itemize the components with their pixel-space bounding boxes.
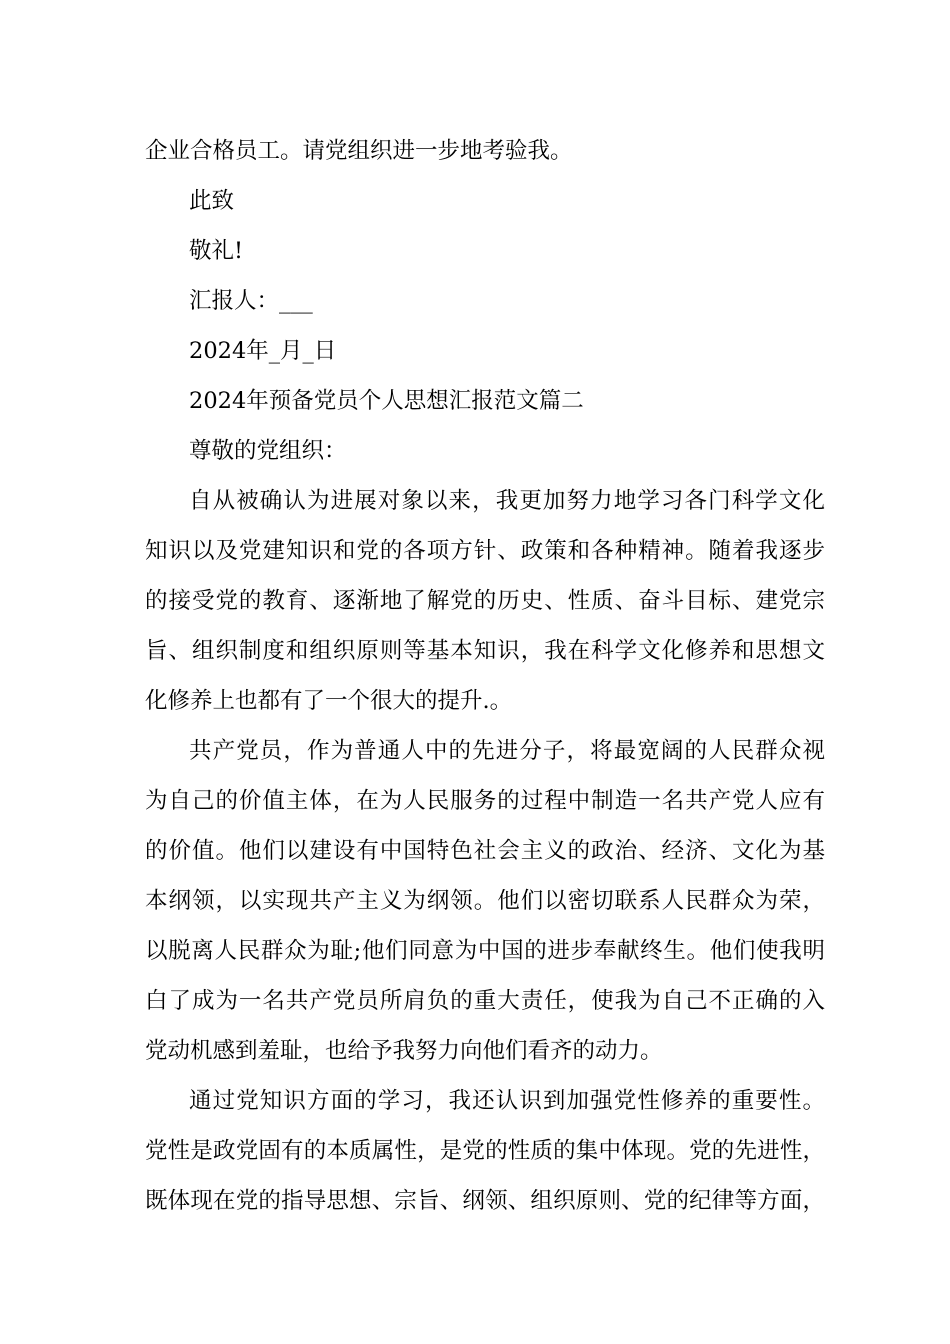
closing-line: 敬礼! xyxy=(189,238,244,264)
paragraph-1-line: 化修养上也都有了一个很大的提升.。 xyxy=(145,688,513,714)
body-text-line: 企业合格员工。请党组织进一步地考验我。 xyxy=(145,138,573,164)
reporter-line: 汇报人：___ xyxy=(189,288,313,314)
section-title: 2024年预备党员个人思想汇报范文篇二 xyxy=(189,388,584,414)
paragraph-2-line: 党动机感到羞耻，也给予我努力向他们看齐的动力。 xyxy=(145,1038,663,1064)
date-line: 2024年_月_日 xyxy=(189,338,337,364)
paragraph-1-line: 自从被确认为进展对象以来，我更加努力地学习各门科学文化 xyxy=(189,488,825,514)
paragraph-3-line: 党性是政党固有的本质属性，是党的性质的集中体现。党的先进性， xyxy=(145,1138,825,1164)
salutation-line: 此致 xyxy=(189,188,235,214)
paragraph-2-line: 共产党员，作为普通人中的先进分子，将最宽阔的人民群众视 xyxy=(189,738,825,764)
greeting-line: 尊敬的党组织： xyxy=(189,438,347,464)
paragraph-1-line: 知识以及党建知识和党的各项方针、政策和各种精神。随着我逐步 xyxy=(145,538,825,564)
paragraph-3-line: 既体现在党的指导思想、宗旨、纲领、组织原则、党的纪律等方面， xyxy=(145,1188,825,1214)
paragraph-3-line: 通过党知识方面的学习，我还认识到加强党性修养的重要性。 xyxy=(189,1088,825,1114)
paragraph-2-line: 本纲领，以实现共产主义为纲领。他们以密切联系人民群众为荣， xyxy=(145,888,825,914)
paragraph-1-line: 的接受党的教育、逐渐地了解党的历史、性质、奋斗目标、建党宗 xyxy=(145,588,825,614)
paragraph-2-line: 以脱离人民群众为耻;他们同意为中国的进步奉献终生。他们使我明 xyxy=(145,938,825,964)
paragraph-2-line: 的价值。他们以建设有中国特色社会主义的政治、经济、文化为基 xyxy=(145,838,825,864)
paragraph-2-line: 为自己的价值主体，在为人民服务的过程中制造一名共产党人应有 xyxy=(145,788,825,814)
paragraph-1-line: 旨、组织制度和组织原则等基本知识，我在科学文化修养和思想文 xyxy=(145,638,825,664)
paragraph-2-line: 白了成为一名共产党员所肩负的重大责任，使我为自己不正确的入 xyxy=(145,988,825,1014)
